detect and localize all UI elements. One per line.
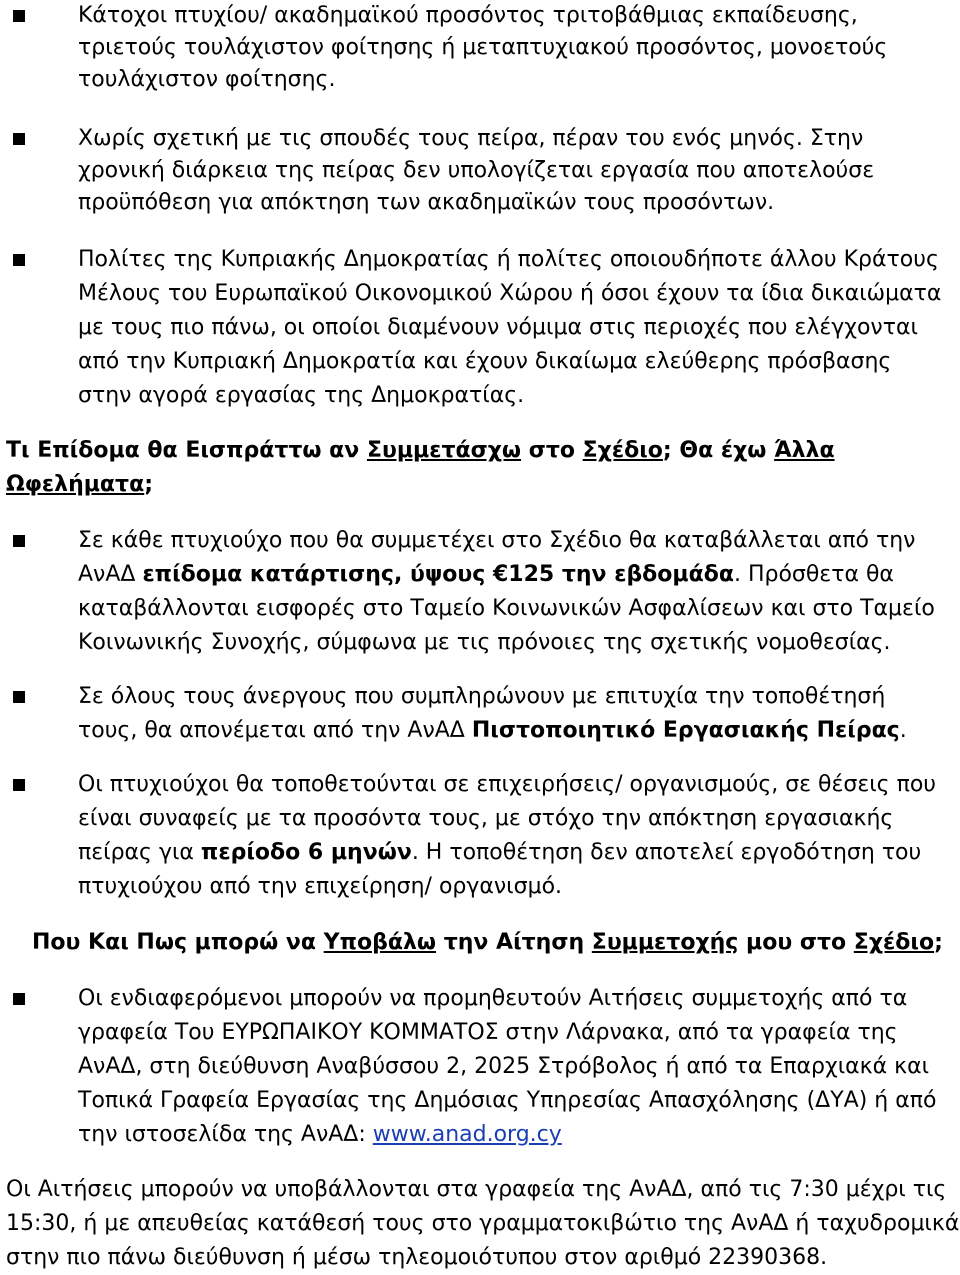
anad-website-link[interactable]: www.anad.org.cy <box>372 1122 562 1147</box>
list-item: Σε όλους τους άνεργους που συμπληρώνουν με επιτυχία την τοποθέτησή τους, θα απονέμεται από την ΑνΑΔ Πιστοποιητικό Εργασιακής Πείρας. <box>0 680 960 748</box>
eligibility-list <box>0 123 960 219</box>
benefits-list <box>0 524 960 660</box>
bullet-square-icon <box>13 535 25 547</box>
list-item-text: Χωρίς σχετική με τις σπουδές τους πείρα, πέραν του ενός μηνός. Στην χρονική διάρκεια της πείρας δεν υπολογίζεται εργασία που αποτελούσε προϋπόθεση για απόκτηση των ακαδημαϊκών τους προσόντων. <box>78 126 875 215</box>
list-item: Σε κάθε πτυχιούχο που θα συμμετέχει στο Σχέδιο θα καταβάλλεται από την ΑνΑΔ επίδομα κατάρτισης, ύψους €125 την εβδομάδα. Πρόσθετα θα καταβάλλονται εισφορές στο Ταμείο Κοινωνικών Ασφαλίσεων και στο Ταμείο Κοινωνικής Συνοχής, σύμφωνα με τις πρόνοιες της σχετικής νομοθεσίας. <box>0 524 960 660</box>
list-item-text: Πολίτες της Κυπριακής Δημοκρατίας ή πολίτες οποιουδήποτε άλλου Κράτους Μέλους του Ευρωπαϊκού Οικονομικού Χώρου ή όσοι έχουν τα ίδια δικαιώματα με τους πιο πάνω, οι οποίοι διαμένουν νόμιμα στις περιοχές που ελέγχονται από την Κυπριακή Δημοκρατία και έχουν δικαίωμα ελεύθερης πρόσβασης στην αγορά εργασίας της Δημοκρατίας. <box>78 247 942 408</box>
section-heading-application: Που Και Πως μπορώ να Υποβάλω την Αίτηση Συμμετοχής μου στο Σχέδιο; <box>32 930 943 955</box>
eligibility-list <box>0 0 960 96</box>
benefits-list <box>0 680 960 748</box>
bullet-square-icon <box>13 10 25 22</box>
application-list <box>0 982 960 1152</box>
bullet-square-icon <box>13 691 25 703</box>
placement-period: περίοδο 6 μηνών <box>200 840 412 865</box>
section-heading-benefits: Τι Επίδομα θα Εισπράττω αν Συμμετάσχω στο Σχέδιο; Θα έχω Άλλα Ωφελήματα; <box>6 438 835 497</box>
bullet-square-icon <box>13 254 25 266</box>
list-item <box>0 243 960 413</box>
list-item: Οι πτυχιούχοι θα τοποθετούνται σε επιχειρήσεις/ οργανισμούς, σε θέσεις που είναι συναφείς με τα προσόντα τους, με στόχο την απόκτηση εργασιακής πείρας για περίοδο 6 μηνών. Η τοποθέτηση δεν αποτελεί εργοδότηση του πτυχιούχου από την επιχείρηση/ οργανισμό. <box>0 768 960 904</box>
bullet-square-icon <box>13 133 25 145</box>
benefits-list <box>0 768 960 904</box>
list-item: Οι ενδιαφερόμενοι μπορούν να προμηθευτούν Αιτήσεις συμμετοχής από τα γραφεία Του ΕΥΡΩΠΑΙΚΟΥ ΚΟΜΜΑΤΟΣ στην Λάρνακα, από τα γραφεία της ΑνΑΔ, στη διεύθυνση Αναβύσσου 2, 2025 Στρόβολος ή από τα Επαρχιακά και Τοπικά Γραφεία Εργασίας της Δημόσιας Υπηρεσίας Απασχόλησης (ΔΥΑ) ή από την ιστοσελίδα της ΑνΑΔ: www.anad.org.cy <box>0 982 960 1152</box>
list-item <box>0 123 960 219</box>
allowance-amount: επίδομα κατάρτισης, ύψους €125 την εβδομάδα <box>142 562 734 587</box>
bullet-square-icon <box>13 779 25 791</box>
certificate-name: Πιστοποιητικό Εργασιακής Πείρας <box>471 718 900 743</box>
eligibility-list <box>0 243 960 413</box>
submission-paragraph: Οι Αιτήσεις μπορούν να υποβάλλονται στα γραφεία της ΑνΑΔ, από τις 7:30 μέχρι τις 15:30, ή με απευθείας κατάθεσή τους στο γραμματοκιβώτιο της ΑνΑΔ ή ταχυδρομικά στην πιο πάνω διεύθυνση ή μέσω τηλεομοιότυπου στον αριθμό 22390368. <box>6 1177 960 1270</box>
bullet-square-icon <box>13 993 25 1005</box>
list-item <box>0 0 960 96</box>
list-item-text: Κάτοχοι πτυχίου/ ακαδημαϊκού προσόντος τριτοβάθμιας εκπαίδευσης, τριετούς τουλάχιστον φοίτησης ή μεταπτυχιακού προσόντος, μονοετούς τουλάχιστον φοίτησης. <box>78 3 888 92</box>
